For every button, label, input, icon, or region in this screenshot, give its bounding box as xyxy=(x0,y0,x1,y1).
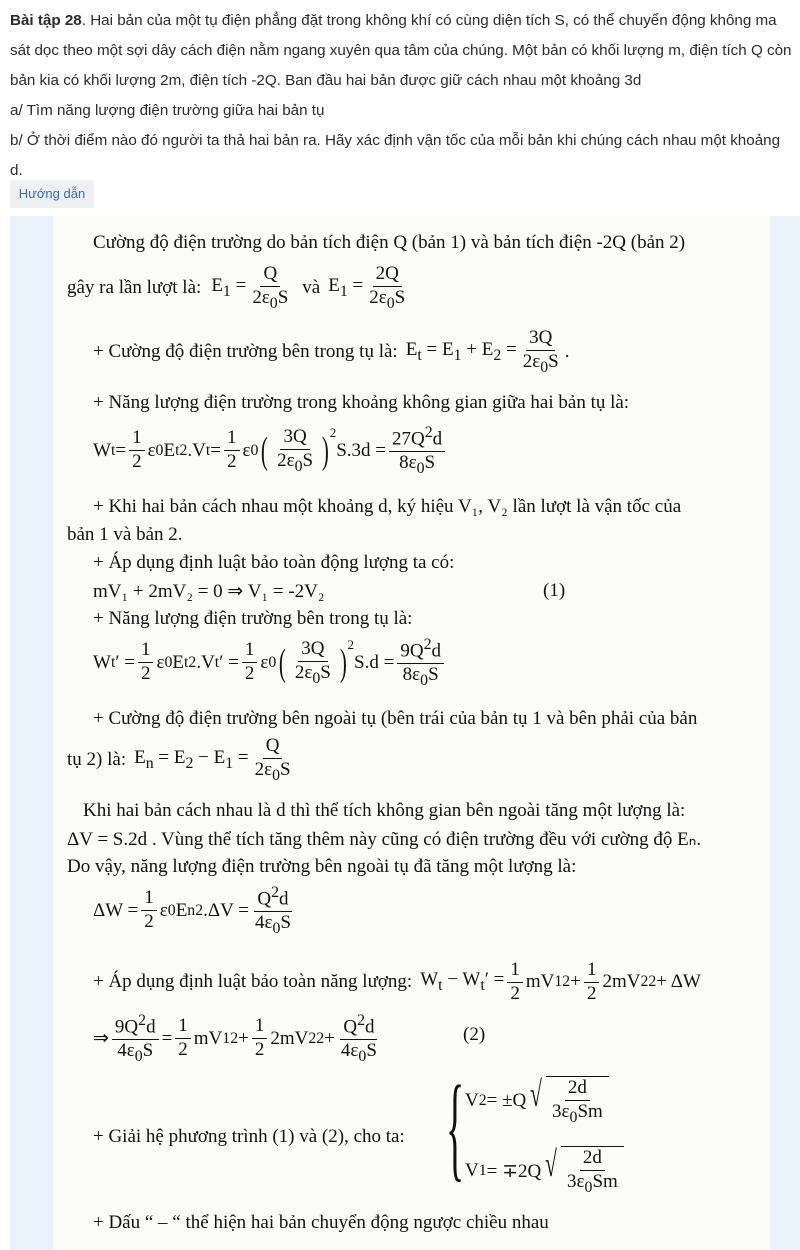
formula-delta-w: ΔW = $\frac{1}{2}$ ε 0 E n 2 .ΔV = $\frac{Q^2d}{4\varepsilon_0S}$ xyxy=(93,884,291,938)
formula-wt-prime: W t ′ = $\frac{1}{2}$ ε 0 E t 2 .V t ′ = $\frac{1}{2}$ ε 0 ( $\frac{3Q}{2\varepsilon_0S}$ ) 2 S.d = $\frac{9Q^2d}{8\varepsilon_0S}$ xyxy=(93,636,447,689)
solution-line-4: + Năng lượng điện trường trong khoảng không gian giữa hai bản tụ là: xyxy=(93,392,630,413)
system-brace: { xyxy=(446,1061,465,1192)
inner-field-line: + Cường độ điện trường bên trong tụ là: $E_t = E_1 + E_2$ = $\frac{3Q}{2\varepsilon_0S}$ . xyxy=(93,327,570,376)
formula-energy: $W_t - W_t'$ = xyxy=(420,969,505,995)
outer-field-line xyxy=(67,736,297,784)
solution-line-10: + Năng lượng điện trường bên trong tụ là: xyxy=(93,608,413,629)
energy-conservation-line: + Áp dụng định luật bảo toàn năng lượng: $W_t - W_t'$ = $\frac{1}{2}$ mV 1 2 + $\frac{1}{2}$ 2mV 2 2 + ΔW xyxy=(93,959,701,1004)
solution-panel xyxy=(10,216,800,1250)
solution-line-8: + Áp dụng định luật bảo toàn động lượng ta có: xyxy=(93,552,455,573)
problem-text: . Hai bản của một tụ điện phẳng đặt trong không khí có cùng diện tích S, có thể chuyển động không ma sát dọc theo một sợi dây cách điện nằm ngang xuyên qua tâm của chúng. Một bản có khối lượng m, điện tích Q còn bản kia có khối lượng 2m, điện tích -2Q. Ban đầu hai bản được giữ cách nhau một khoảng 3d xyxy=(10,12,792,89)
formula-combined: ⇒ $\frac{9Q^2d}{4\varepsilon_0S}$ = $\frac{1}{2}$ mV 1 2 + $\frac{1}{2}$ 2mV 2 2 + $\frac{Q^2d}{4\varepsilon_0S}$ xyxy=(93,1012,377,1066)
solution-line-14: Khi hai bản cách nhau là d thì thể tích không gian bên ngoài tăng một lượng là: xyxy=(83,800,686,821)
fraction: $\frac{3Q}{2\varepsilon_0S}$ xyxy=(522,327,559,376)
formula-en: $E_n = E_2 - E_1$ = xyxy=(134,747,249,772)
formula-v1: V 1 = ∓2Q √ $\frac{2d}{3\varepsilon_0Sm}$ xyxy=(465,1146,624,1196)
solution-line-16: Do vậy, năng lượng điện trường bên ngoài tụ đã tăng một lượng là: xyxy=(67,856,577,877)
and-word: và xyxy=(302,277,321,299)
solution-line-2: gây ra lần lượt là: xyxy=(67,277,202,299)
formula-et: $E_t = E_1 + E_2$ = xyxy=(405,339,517,364)
fraction: $\frac{Q}{2\varepsilon_0S}$ xyxy=(252,263,289,312)
field-formula-line xyxy=(67,264,411,312)
equation-number-1: (1) xyxy=(543,580,566,601)
solution-line-6: + Khi hai bản cách nhau một khoảng d, ký hiệu V₁, V₂ lần lượt là vận tốc của xyxy=(93,496,682,517)
fraction: $\frac{2Q}{2\varepsilon_0S}$ xyxy=(369,263,406,312)
formula-e2: $E_1$ = xyxy=(328,275,364,300)
solution-line-9: mV₁ + 2mV₂ = 0 ⇒ V₁ = -2V₂ xyxy=(93,581,325,602)
solution-line-21: + Dấu “ – “ thể hiện hai bản chuyển động ngược chiều nhau xyxy=(93,1212,549,1233)
solution-line-3: + Cường độ điện trường bên trong tụ là: xyxy=(93,341,398,363)
solution-line-13: tụ 2) là: xyxy=(67,749,127,771)
problem-label: Bài tập 28 xyxy=(10,12,82,29)
problem-statement xyxy=(10,6,796,186)
formula-e1: $E_1$ = xyxy=(211,275,247,300)
problem-part-b: b/ Ở thời điểm nào đó người ta thả hai bản ra. Hãy xác định vận tốc của mỗi bản khi chúng cách nhau một khoảng d. xyxy=(10,132,781,179)
solution-line-7: bản 1 và bản 2. xyxy=(67,524,183,545)
guide-button[interactable]: Hướng dẫn xyxy=(10,180,94,208)
problem-part-a: a/ Tìm năng lượng điện trường giữa hai bản tụ xyxy=(10,102,325,119)
solution-line-1: Cường độ điện trường do bản tích điện Q (bản 1) và bản tích điện -2Q (bản 2) xyxy=(93,232,686,253)
solution-scan xyxy=(53,216,770,1250)
equation-number-2: (2) xyxy=(463,1024,486,1045)
solution-line-12: + Cường độ điện trường bên ngoài tụ (bên trái của bản tụ 1 và bên phải của bản xyxy=(93,708,698,729)
formula-v2: V 2 = ±Q √ $\frac{2d}{3\varepsilon_0Sm}$ xyxy=(465,1076,609,1126)
solution-line-20: + Giải hệ phương trình (1) và (2), cho ta: xyxy=(93,1126,405,1147)
formula-wt: W t = $\frac{1}{2}$ ε 0 E t 2 .V t = $\frac{1}{2}$ ε 0 ( $\frac{3Q}{2\varepsilon_0S}$ ) 2 S.3d = $\frac{27Q^2d}{8\varepsilon_0S}$ xyxy=(93,424,448,477)
fraction: $\frac{Q}{2\varepsilon_0S}$ xyxy=(254,735,291,784)
problem-intro xyxy=(10,6,796,96)
solution-line-15: ΔV = S.2d . Vùng thể tích tăng thêm này cũng có điện trường đều với cường độ Eₙ. xyxy=(67,829,702,850)
solution-line-18: + Áp dụng định luật bảo toàn năng lượng: xyxy=(93,971,413,993)
